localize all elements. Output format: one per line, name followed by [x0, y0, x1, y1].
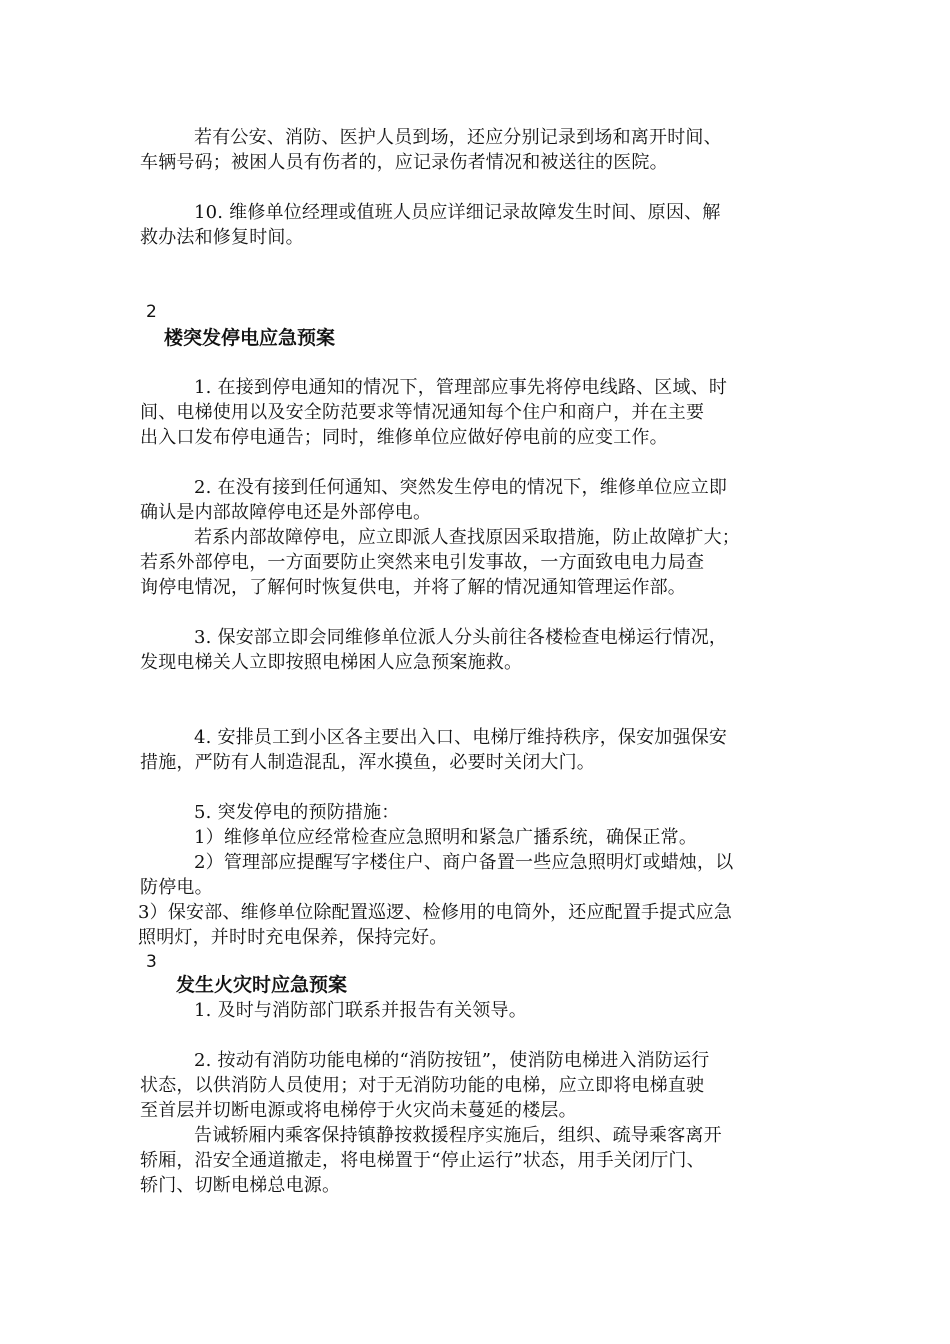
text-line: 2. 在没有接到任何通知、突然发生停电的情况下，维修单位应立即	[194, 477, 728, 498]
text-line: 状态，以供消防人员使用；对于无消防功能的电梯，应立即将电梯直驶	[140, 1075, 705, 1096]
text-line: 3）保安部、维修单位除配置巡逻、检修用的电筒外，还应配置手提式应急	[138, 902, 733, 923]
text-line: 若有公安、消防、医护人员到场，还应分别记录到场和离开时间、	[194, 127, 722, 148]
text-line: 1）维修单位应经常检查应急照明和紧急广播系统，确保正常。	[194, 827, 698, 848]
text-line: 轿门、切断电梯总电源。	[140, 1175, 341, 1196]
text-line: 出入口发布停电通告；同时，维修单位应做好停电前的应变工作。	[140, 427, 668, 448]
section-heading: 楼突发停电应急预案	[164, 327, 336, 349]
text-line: 轿厢，沿安全通道撤走，将电梯置于“停止运行”状态，用手关闭厅门、	[140, 1150, 705, 1171]
text-line: 10. 维修单位经理或值班人员应详细记录故障发生时间、原因、解	[194, 202, 721, 223]
text-line: 措施，严防有人制造混乱，浑水摸鱼，必要时关闭大门。	[140, 752, 595, 773]
text-line: 询停电情况，了解何时恢复供电，并将了解的情况通知管理运作部。	[140, 577, 686, 598]
section-number: 2	[146, 302, 157, 322]
text-line: 防停电。	[140, 877, 213, 898]
text-line: 发现电梯关人立即按照电梯困人应急预案施救。	[140, 652, 523, 673]
text-line: 若系内部故障停电，应立即派人查找原因采取措施，防止故障扩大；	[194, 527, 740, 548]
text-line: 若系外部停电，一方面要防止突然来电引发事故，一方面致电电力局查	[140, 552, 705, 573]
text-line: 1. 在接到停电通知的情况下，管理部应事先将停电线路、区域、时	[194, 377, 728, 398]
section-heading: 发生火灾时应急预案	[176, 974, 348, 996]
section-number: 3	[146, 952, 157, 972]
text-line: 5. 突发停电的预防措施：	[194, 802, 400, 823]
text-line: 车辆号码；被困人员有伤者的，应记录伤者情况和被送往的医院。	[140, 152, 668, 173]
text-line: 间、电梯使用以及安全防范要求等情况通知每个住户和商户，并在主要	[140, 402, 705, 423]
text-line: 至首层并切断电源或将电梯停于火灾尚未蔓延的楼层。	[140, 1100, 577, 1121]
text-line: 救办法和修复时间。	[140, 227, 304, 248]
text-line: 3. 保安部立即会同维修单位派人分头前往各楼检查电梯运行情况，	[194, 627, 728, 648]
text-line: 1. 及时与消防部门联系并报告有关领导。	[194, 1000, 527, 1021]
text-line: 2）管理部应提醒写字楼住户、商户备置一些应急照明灯或蜡烛，以	[194, 852, 734, 873]
text-line: 告诫轿厢内乘客保持镇静按救援程序实施后，组织、疏导乘客离开	[194, 1125, 722, 1146]
text-line: 确认是内部故障停电还是外部停电。	[140, 502, 432, 523]
text-line: 2. 按动有消防功能电梯的“消防按钮”，使消防电梯进入消防运行	[194, 1050, 710, 1071]
text-line: 照明灯，并时时充电保养，保持完好。	[138, 927, 448, 948]
text-line: 4. 安排员工到小区各主要出入口、电梯厅维持秩序，保安加强保安	[194, 727, 728, 748]
